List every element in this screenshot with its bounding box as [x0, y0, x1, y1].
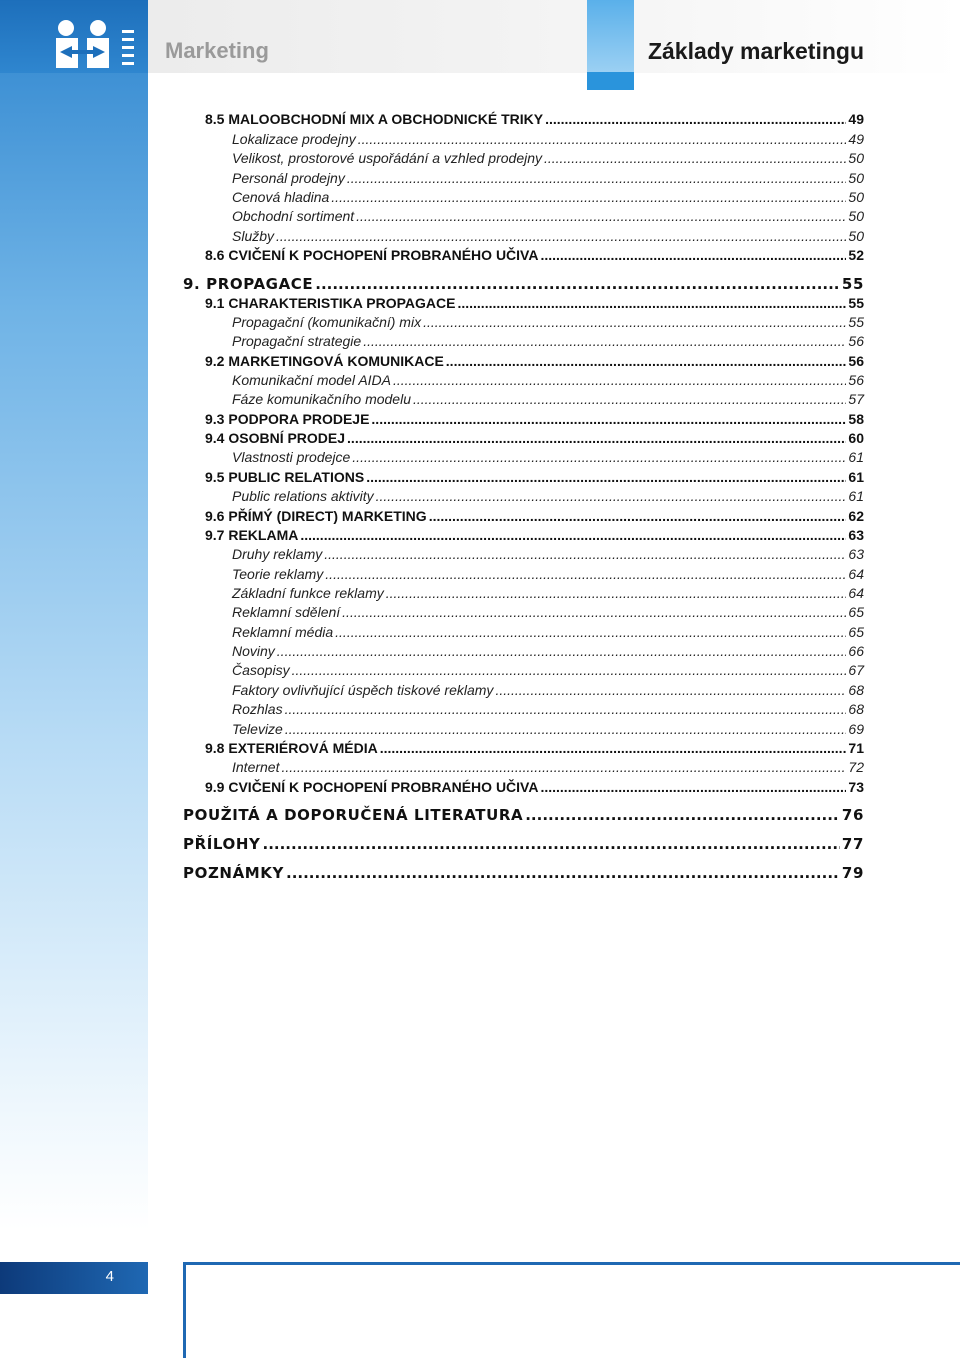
toc-entry-title: Základní funkce reklamy: [232, 585, 384, 601]
toc-leader-dots: [540, 779, 846, 795]
toc-entry-page: 60: [848, 430, 864, 446]
toc-leader-dots: [335, 624, 846, 640]
toc-leader-dots: [380, 740, 847, 756]
toc-entry-title: Reklamní sdělení: [232, 604, 341, 620]
sidebar-gradient: [0, 0, 148, 1230]
toc-leader-dots: [276, 228, 846, 244]
toc-entry[interactable]: [205, 508, 864, 524]
toc-entry-page: 56: [848, 372, 864, 388]
toc-entry-title: POZNÁMKY: [183, 864, 284, 882]
toc-entry-page: 50: [848, 189, 864, 205]
toc-entry-page: 72: [848, 759, 864, 775]
toc-leader-dots: [286, 864, 840, 882]
toc-entry-title: Druhy reklamy: [232, 546, 323, 562]
toc-leader-dots: [315, 275, 840, 293]
toc-entry-page: 64: [848, 566, 864, 582]
toc-entry[interactable]: [232, 566, 864, 582]
toc-entry[interactable]: [232, 585, 864, 601]
toc-leader-dots: [325, 566, 846, 582]
toc-entry-title: 9.3 PODPORA PRODEJE: [205, 411, 370, 427]
toc-leader-dots: [352, 449, 846, 465]
toc-entry[interactable]: [205, 295, 864, 311]
toc-leader-dots: [263, 835, 840, 853]
toc-leader-dots: [376, 488, 847, 504]
toc-entry-page: 50: [848, 208, 864, 224]
toc-entry-title: 9. PROPAGACE: [183, 275, 314, 293]
toc-entry-title: 8.6 CVIČENÍ K POCHOPENÍ PROBRANÉHO UČIVA: [205, 247, 539, 263]
toc-leader-dots: [544, 150, 846, 166]
toc-entry-page: 56: [848, 333, 864, 349]
toc-entry-title: Cenová hladina: [232, 189, 330, 205]
toc-entry[interactable]: [232, 131, 864, 147]
toc-entry-title: POUŽITÁ A DOPORUČENÁ LITERATURA: [183, 806, 524, 824]
toc-entry-page: 77: [841, 835, 864, 853]
toc-entry-page: 55: [848, 295, 864, 311]
toc-entry-title: 9.7 REKLAMA: [205, 527, 299, 543]
toc-leader-dots: [356, 208, 846, 224]
toc-entry-page: 58: [848, 411, 864, 427]
toc-entry[interactable]: [232, 189, 864, 205]
footer-frame: [183, 1262, 960, 1358]
toc-entry-page: 50: [848, 170, 864, 186]
toc-entry[interactable]: [232, 228, 864, 244]
toc-entry[interactable]: [205, 469, 864, 485]
toc-leader-dots: [285, 721, 847, 737]
toc-leader-dots: [413, 391, 846, 407]
toc-leader-dots: [495, 682, 846, 698]
toc-entry-title: Faktory ovlivňující úspěch tiskové reklamy: [232, 682, 494, 698]
toc-entry-page: 61: [848, 449, 864, 465]
toc-entry[interactable]: [232, 604, 864, 620]
toc-entry[interactable]: [232, 624, 864, 640]
page-number: 4: [105, 1268, 114, 1285]
toc-entry[interactable]: [205, 779, 864, 795]
toc-entry-page: 73: [848, 779, 864, 795]
toc-leader-dots: [386, 585, 847, 601]
toc-entry[interactable]: [232, 333, 864, 349]
toc-entry[interactable]: [232, 546, 864, 562]
toc-entry[interactable]: [232, 208, 864, 224]
toc-entry-title: 8.5 MALOOBCHODNÍ MIX A OBCHODNICKÉ TRIKY: [205, 111, 544, 127]
toc-entry-title: Velikost, prostorové uspořádání a vzhled prodejny: [232, 150, 542, 166]
toc-leader-dots: [429, 508, 847, 524]
toc-entry-page: 76: [841, 806, 864, 824]
toc-entry-page: 65: [848, 604, 864, 620]
toc-leader-dots: [457, 295, 846, 311]
toc-entry-title: Služby: [232, 228, 275, 244]
toc-entry-page: 57: [848, 391, 864, 407]
toc-entry[interactable]: [232, 643, 864, 659]
toc-entry-title: 9.9 CVIČENÍ K POCHOPENÍ PROBRANÉHO UČIVA: [205, 779, 539, 795]
toc-entry-title: Personál prodejny: [232, 170, 345, 186]
toc-entry[interactable]: [205, 247, 864, 263]
toc-entry-title: Vlastnosti prodejce: [232, 449, 351, 465]
toc-entry[interactable]: [232, 759, 864, 775]
logo-icon: [0, 0, 148, 73]
toc-leader-dots: [292, 662, 847, 678]
toc-leader-dots: [393, 372, 846, 388]
toc-entry-title: Noviny: [232, 643, 275, 659]
toc-entry[interactable]: [205, 111, 864, 127]
toc-leader-dots: [371, 411, 846, 427]
toc-entry-page: 61: [848, 469, 864, 485]
toc-entry-page: 50: [848, 228, 864, 244]
toc-entry-title: Obchodní sortiment: [232, 208, 355, 224]
toc-entry[interactable]: [205, 411, 864, 427]
toc-entry-page: 71: [848, 740, 864, 756]
toc-entry-title: Komunikační model AIDA: [232, 372, 391, 388]
toc-entry-page: 69: [848, 721, 864, 737]
toc-entry-page: 65: [848, 624, 864, 640]
toc-entry-title: Internet: [232, 759, 280, 775]
header-tab-accent: [587, 0, 634, 90]
toc-leader-dots: [342, 604, 846, 620]
toc-entry-page: 66: [848, 643, 864, 659]
toc-entry-title: 9.4 OSOBNÍ PRODEJ: [205, 430, 346, 446]
toc-entry-title: 9.2 MARKETINGOVÁ KOMUNIKACE: [205, 353, 444, 369]
toc-entry[interactable]: [183, 864, 864, 882]
toc-entry[interactable]: [183, 806, 864, 824]
toc-leader-dots: [423, 314, 846, 330]
toc-entry-page: 55: [848, 314, 864, 330]
toc-entry-page: 61: [848, 488, 864, 504]
toc-entry-page: 55: [841, 275, 864, 293]
toc-entry[interactable]: [232, 170, 864, 186]
toc-entry[interactable]: [205, 430, 864, 446]
toc-entry-page: 49: [848, 111, 864, 127]
toc-entry[interactable]: [232, 682, 864, 698]
toc-entry-title: Časopisy: [232, 662, 290, 678]
toc-entry-page: 63: [848, 527, 864, 543]
toc-entry[interactable]: [232, 721, 864, 737]
toc-entry[interactable]: [232, 391, 864, 407]
toc-leader-dots: [446, 353, 847, 369]
toc-leader-dots: [525, 806, 840, 824]
toc-entry[interactable]: [183, 835, 864, 853]
toc-entry[interactable]: [183, 275, 864, 293]
toc-entry-title: Lokalizace prodejny: [232, 131, 356, 147]
toc-entry-page: 64: [848, 585, 864, 601]
toc-entry-title: Propagační strategie: [232, 333, 362, 349]
toc-entry[interactable]: [232, 488, 864, 504]
toc-entry-page: 52: [848, 247, 864, 263]
toc-entry-page: 79: [841, 864, 864, 882]
toc-leader-dots: [285, 701, 847, 717]
toc-entry-title: Rozhlas: [232, 701, 283, 717]
toc-entry-page: 56: [848, 353, 864, 369]
toc-entry-title: PŘÍLOHY: [183, 835, 261, 853]
page-number-box: [0, 1262, 148, 1294]
toc-entry[interactable]: [205, 740, 864, 756]
logo: [0, 0, 148, 73]
toc-entry[interactable]: [205, 527, 864, 543]
toc-entry[interactable]: [232, 314, 864, 330]
toc-leader-dots: [545, 111, 846, 127]
toc-entry-title: Propagační (komunikační) mix: [232, 314, 422, 330]
toc-entry[interactable]: [232, 701, 864, 717]
toc-entry[interactable]: [232, 150, 864, 166]
toc-entry-title: Teorie reklamy: [232, 566, 324, 582]
toc-leader-dots: [281, 759, 846, 775]
toc-entry-title: 9.6 PŘÍMÝ (DIRECT) MARKETING: [205, 508, 427, 524]
header-title-left: Marketing: [165, 38, 269, 63]
toc-entry-title: Fáze komunikačního modelu: [232, 391, 411, 407]
toc-entry-title: 9.8 EXTERIÉROVÁ MÉDIA: [205, 740, 378, 756]
toc-entry[interactable]: [232, 449, 864, 465]
toc-leader-dots: [277, 643, 847, 659]
toc-leader-dots: [366, 469, 846, 485]
toc-entry[interactable]: [232, 372, 864, 388]
toc-leader-dots: [358, 131, 847, 147]
toc-leader-dots: [347, 170, 847, 186]
toc-leader-dots: [324, 546, 846, 562]
toc-entry-title: 9.1 CHARAKTERISTIKA PROPAGACE: [205, 295, 456, 311]
toc-entry-title: Televize: [232, 721, 283, 737]
toc-entry[interactable]: [205, 353, 864, 369]
toc-entry-page: 67: [848, 662, 864, 678]
header-title-right: Základy marketingu: [647, 38, 864, 64]
toc-entry[interactable]: [232, 662, 864, 678]
toc-leader-dots: [331, 189, 846, 205]
toc-leader-dots: [347, 430, 846, 446]
toc-entry-page: 62: [848, 508, 864, 524]
toc-entry-page: 49: [848, 131, 864, 147]
toc-leader-dots: [540, 247, 846, 263]
toc-entry-title: Reklamní média: [232, 624, 334, 640]
toc-entry-title: Public relations aktivity: [232, 488, 374, 504]
toc-entry-page: 50: [848, 150, 864, 166]
toc-entry-title: 9.5 PUBLIC RELATIONS: [205, 469, 365, 485]
toc-entry-page: 63: [848, 546, 864, 562]
toc-leader-dots: [300, 527, 846, 543]
toc-entry-page: 68: [848, 682, 864, 698]
toc-leader-dots: [363, 333, 846, 349]
toc-entry-page: 68: [848, 701, 864, 717]
